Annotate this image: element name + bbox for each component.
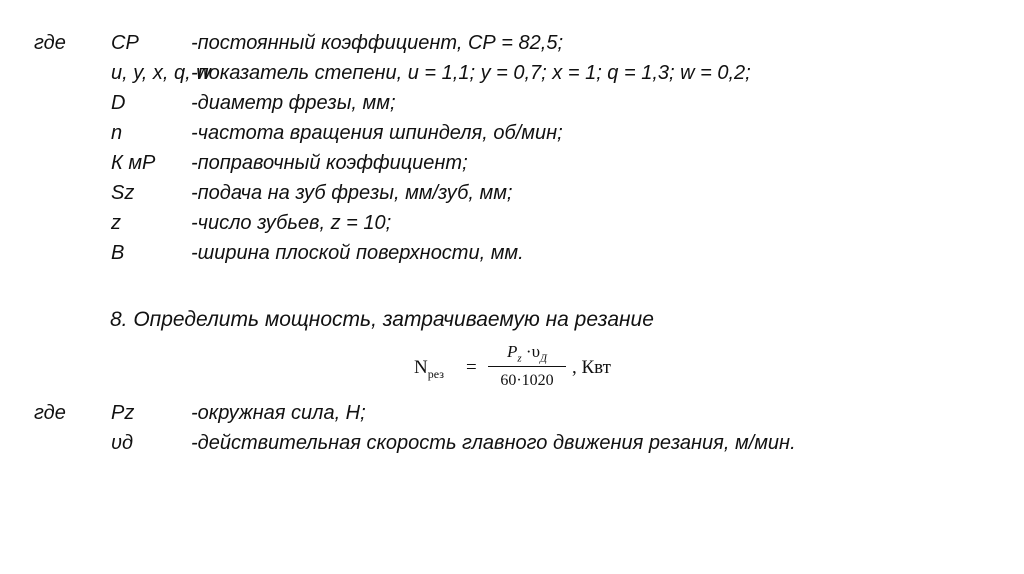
legend-row-width: [34, 238, 934, 268]
legend-symbol: D: [111, 92, 126, 114]
legend-description: -диаметр фрезы, мм;: [191, 92, 396, 114]
legend-symbol: u, y, x, q, w: [111, 62, 211, 84]
legend-symbol: СР: [111, 32, 139, 54]
legend-description: -подача на зуб фрезы, мм/зуб, мм;: [191, 182, 513, 204]
legend-description: -окружная сила, Н;: [191, 402, 366, 424]
formula-denominator: 60·1020: [500, 372, 554, 389]
legend-row-teeth: [34, 208, 934, 238]
fraction-bar: [488, 366, 566, 367]
legend-where-label: где: [34, 32, 66, 54]
formula-lhs: $N_{рез}$: [414, 357, 444, 381]
legend-row-feed: [34, 178, 934, 208]
legend-description: -ширина плоской поверхности, мм.: [191, 242, 524, 264]
legend-symbol: Sz: [111, 182, 135, 204]
legend-symbol: Pz: [111, 402, 135, 424]
legend-symbol: К мР: [111, 152, 156, 174]
legend-description: -постоянный коэффициент, СР = 82,5;: [191, 32, 564, 54]
legend-description: -действительная скорость главного движения резания, м/мин.: [191, 432, 796, 454]
legend-symbol: В: [111, 242, 125, 264]
legend-row-correction: [34, 148, 934, 178]
formula-unit: , Квт: [572, 357, 611, 378]
power-formula: [414, 340, 624, 396]
legend-description: -поправочный коэффициент;: [191, 152, 468, 174]
legend-symbol: υд: [111, 432, 134, 454]
legend-where-label: где: [34, 402, 66, 424]
formula-equals: =: [466, 357, 477, 378]
legend-row-diameter: [34, 88, 934, 118]
section-heading: 8. Определить мощность, затрачиваемую на резание: [110, 308, 654, 331]
legend-description: -число зубьев, z = 10;: [191, 212, 392, 234]
legend-row-force: [34, 398, 934, 428]
legend-row-cp: [34, 28, 934, 58]
legend-row-rpm: [34, 118, 934, 148]
legend-description: -частота вращения шпинделя, об/мин;: [191, 122, 563, 144]
formula-fraction: [488, 340, 566, 392]
formula-numerator: $P_z \cdot\upsilon_Д$: [507, 342, 547, 365]
legend-symbol: z: [111, 212, 121, 234]
legend-row-exponents: [34, 58, 934, 88]
legend-description: -показатель степени, u = 1,1; y = 0,7; x = 1; q = 1,3; w = 0,2;: [191, 62, 751, 84]
legend-row-speed: [34, 428, 934, 458]
legend-symbol: n: [111, 122, 123, 144]
